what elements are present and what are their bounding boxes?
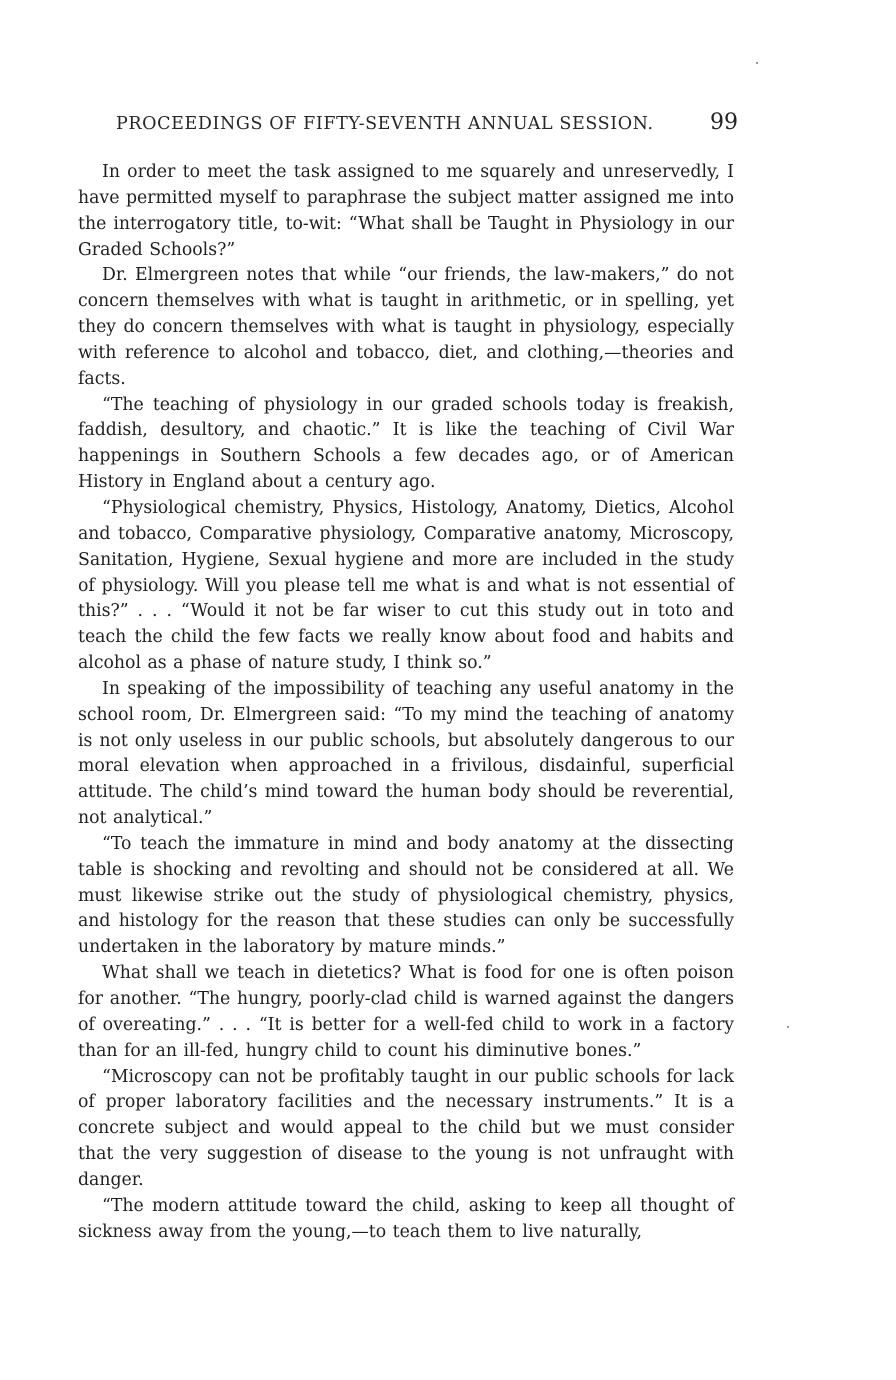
running-title: PROCEEDINGS OF FIFTY-SEVENTH ANNUAL SESSION. — [116, 114, 654, 134]
paragraph-2: Dr. Elmergreen notes that while “our friends, the law-makers,” do not concern themselves with what is taught in arithmetic, or in spelling, yet they do concern themselves with what is taught in physiology, especially with reference to alcohol and tobacco, diet, and clothing,—theories and facts. — [78, 265, 734, 389]
paragraph-3: “The teaching of physiology in our graded schools today is freakish, faddish, desultory, and chaotic.” It is like the teaching of Civil War happenings in Southern Schools a few decades ago, or of American History in England about a century ago. — [78, 394, 734, 493]
paragraph-4: “Physiological chemistry, Physics, Histology, Anatomy, Dietics, Alcohol and tobacco, Comparative physiology, Comparative anatomy, Microscopy, Sanitation, Hygiene, Sexual hygiene and more are included in the study of physiology. Will you please tell me what is and what is not essential of this?” . . . “Would it not be far wiser to cut this study out in toto and teach the child the few facts we really know about food and habits and alcohol as a phase of nature study, I think so.” — [78, 497, 734, 674]
paragraph-9: “The modern attitude toward the child, asking to keep all thought of sickness away from the young,—to teach them to live naturally, — [78, 1195, 734, 1242]
paragraph-6: “To teach the immature in mind and body anatomy at the dissecting table is shocking and revolting and should not be considered at all. We must likewise strike out the study of physiological chemistry, physics, and histology for the reason that these studies can only be successfully undertaken in the laboratory by mature minds.” — [78, 833, 734, 958]
print-speck — [756, 62, 758, 64]
paragraph-1: In order to meet the task assigned to me squarely and unreservedly, I have permitted myself to paraphrase the subject matter assigned me into the interrogatory title, to-wit: “What shall be Taught in Physiology in our Graded Schools?” — [78, 162, 734, 260]
print-speck — [787, 1026, 789, 1028]
body-text — [78, 160, 734, 1245]
running-header — [116, 110, 738, 140]
paragraph-8: “Microscopy can not be profitably taught in our public schools for lack of proper laboratory facilities and the necessary instruments.” It is a concrete subject and would appeal to the child but we must consider that the very suggestion of disease to the young is not unfraught with danger. — [78, 1066, 734, 1190]
paragraph-5: In speaking of the impossibility of teaching any useful anatomy in the school room, Dr. Elmergreen said: “To my mind the teaching of anatomy is not only useless in our public schools, but absolutely dangerous to our moral elevation when approached in a frivilous, disdainful, superficial attitude. The child’s mind toward the human body should be reverential, not analytical.” — [78, 678, 734, 829]
page-number: 99 — [710, 110, 738, 135]
paragraph-7: What shall we teach in dietetics? What is food for one is often poison for another. “The hungry, poorly-clad child is warned against the dangers of overeating.” . . . “It is better for a well-fed child to work in a factory than for an ill-fed, hungry child to count his diminutive bones.” — [78, 963, 734, 1061]
